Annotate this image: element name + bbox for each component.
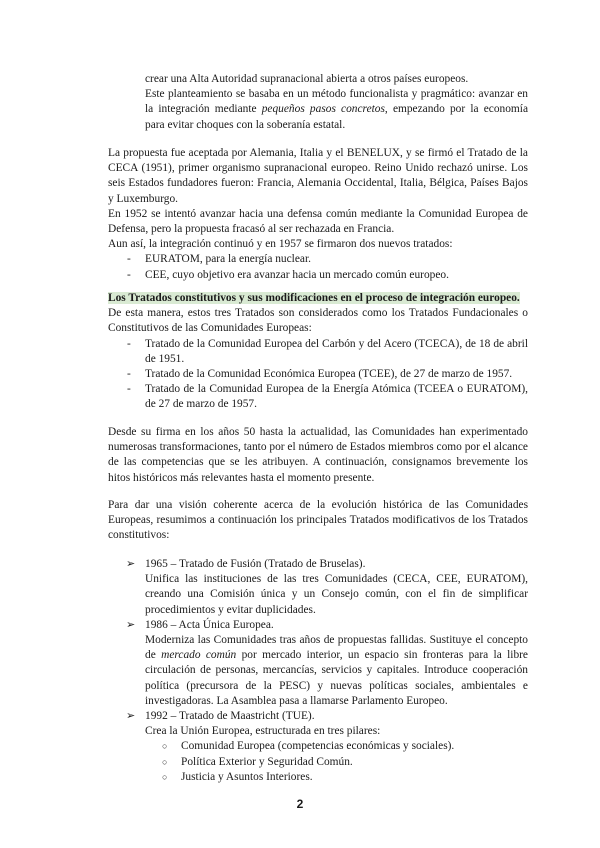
defensa-paragraph: En 1952 se intentó avanzar hacia una defensa común mediante la Comunidad Europea de Defensa, pero la propuesta fracasó al ser rechazada en Francia. (108, 207, 528, 236)
vision-paragraph: Para dar una visión coherente acerca de la evolución histórica de las Comunidades Europeas, resumimos a continuación los principales Tratados modificativos de los Tratados constitutivos: (108, 499, 528, 542)
list-item: - Tratado de la Comunidad Económica Europea (TCEE), de 27 de marzo de 1957. (127, 368, 513, 381)
method-paragraph: Este planteamiento se basaba en un método funcionalista y pragmático: avanzar en la integración mediante pequeños pasos concretos, empezando por la economía para evitar choques con la soberanía estatal. (145, 88, 529, 131)
list-item: ○ Política Exterior y Seguridad Común. (145, 755, 528, 770)
treaty-description: Moderniza las Comunidades tras años de propuestas fallidas. Sustituye el concepto de mercado común por mercado interior, un espacio sin fronteras para la libre circulación de personas, mercancías, servicios y capitales. Introduce cooperación política (precursora de la PESC) y nuevas políticas sociales, ambientales e investigadoras. La Asamblea pasa a llamarse Parlamento Europeo. (145, 634, 528, 707)
treaty-description: Crea la Unión Europea, estructurada en tres pilares: (145, 725, 381, 738)
treaty-title: 1992 – Tratado de Maastricht (TUE). (145, 710, 315, 723)
section-constitutive (108, 291, 528, 413)
list-item: - CEE, cuyo objetivo era avanzar hacia un mercado común europeo. (127, 268, 449, 281)
pillars-list (145, 739, 528, 785)
list-item: - EURATOM, para la energía nuclear. (127, 253, 311, 266)
continuation-indent (145, 72, 528, 133)
treaty-description: Unifica las instituciones de las tres Comunidades (CECA, CEE, EURATOM), creando una Comisión única y un Consejo común, con el fin de simplificar procedimientos y evitar duplicidades. (145, 573, 528, 616)
treaty-item-1992 (108, 709, 528, 785)
section-heading: Los Tratados constitutivos y sus modificaciones en el proceso de integración europeo. (108, 292, 520, 304)
emphasis-text: pequeños pasos concretos (261, 103, 385, 116)
list-item: - Tratado de la Comunidad Europea del Carbón y del Acero (TCECA), de 18 de abril de 1951. (127, 337, 528, 365)
ceca-paragraph: La propuesta fue aceptada por Alemania, Italia y el BENELUX, y se firmó el Tratado de la CECA (1951), primer organismo supranacional europeo. Reino Unido rechazó unirse. Los seis Estados fundadores fueron: Francia, Alemania Occidental, Italia, Bélgica, Países Bajos y Luxemburgo. (108, 147, 528, 205)
history-paragraph: Desde su firma en los años 50 hasta la actualidad, las Comunidades han experimentado numerosas transformaciones, tanto por el número de Estados miembros como por el alcance de las competencias que se les atribuyen. A continuación, consignamos brevemente los hitos históricos más relevantes hasta el momento presente. (108, 426, 528, 484)
circle-bullet-icon: ○ (162, 741, 168, 752)
new-treaties-list (108, 252, 528, 282)
section-history (108, 425, 528, 486)
arrow-bullet-icon: ➢ (126, 710, 136, 723)
circle-bullet-icon: ○ (162, 771, 168, 782)
section-vision (108, 498, 528, 544)
arrow-bullet-icon: ➢ (126, 618, 136, 631)
list-item: - Tratado de la Comunidad Europea de la Energía Atómica (TCEEA o EURATOM), de 27 de marzo de 1957. (127, 383, 528, 411)
treaty-title: 1965 – Tratado de Fusión (Tratado de Bruselas). (145, 558, 366, 570)
emphasis-text: mercado común (161, 649, 237, 662)
arrow-bullet-icon: ➢ (126, 558, 136, 570)
continuation-line: crear una Alta Autoridad supranacional abierta a otros países europeos. (145, 73, 469, 85)
tratados-intro-paragraph: Aun así, la integración continuó y en 1957 se firmaron dos nuevos tratados: (108, 238, 453, 251)
constitutive-intro: De esta manera, estos tres Tratados son considerados como los Tratados Fundacionales o Constitutivos de las Comunidades Europeas: (108, 307, 528, 335)
circle-bullet-icon: ○ (162, 756, 168, 767)
page-number: 2 (296, 797, 304, 811)
treaties-list (108, 557, 528, 785)
treaty-item-1986 (108, 618, 528, 709)
list-item: ○ Comunidad Europea (competencias económicas y sociales). (145, 739, 528, 754)
treaty-title: 1986 – Acta Única Europea. (145, 618, 274, 631)
section-ceca (108, 146, 528, 283)
constitutive-list (108, 337, 528, 413)
list-item: ○ Justicia y Asuntos Interiores. (145, 770, 528, 785)
treaty-item-1965 (108, 557, 528, 618)
